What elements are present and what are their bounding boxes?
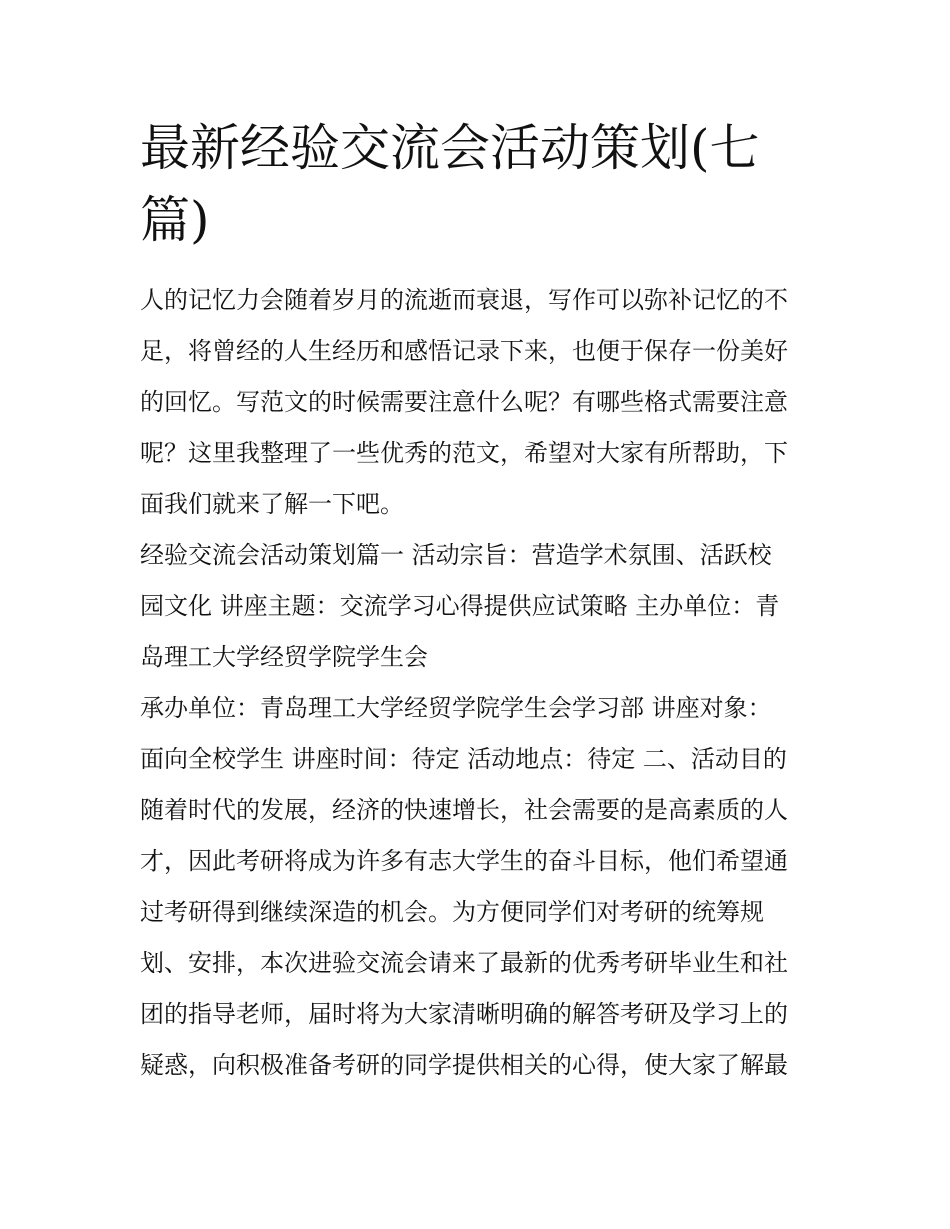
body-line: 园文化 讲座主题：交流学习心得提供应试策略 主办单位：青 (140, 592, 780, 620)
title-line: 最新经验交流会活动策划(七 (140, 119, 760, 177)
body-line: 经验交流会活动策划篇一 活动宗旨：营造学术氛围、活跃校 (140, 541, 772, 569)
body-line: 才，因此考研将成为许多有志大学生的奋斗目标，他们希望通 (140, 847, 788, 875)
body-line: 疑惑，向积极准备考研的同学提供相关的心得，使大家了解最 (140, 1051, 788, 1079)
document-body (140, 275, 840, 1091)
body-line: 人的记忆力会随着岁月的流逝而衰退，写作可以弥补记忆的不 (140, 286, 788, 314)
body-line: 划、安排，本次进验交流会请来了最新的优秀考研毕业生和社 (140, 949, 788, 977)
body-line: 呢？这里我整理了一些优秀的范文，希望对大家有所帮助，下 (140, 439, 788, 467)
body-line: 过考研得到继续深造的机会。为方便同学们对考研的统筹规 (140, 898, 764, 926)
title-line: 篇) (140, 191, 210, 249)
body-line: 足，将曾经的人生经历和感悟记录下来，也便于保存一份美好 (140, 337, 788, 365)
body-line: 岛理工大学经贸学院学生会 (140, 643, 428, 671)
body-line: 随着时代的发展，经济的快速增长，社会需要的是高素质的人 (140, 796, 788, 824)
body-line: 面向全校学生 讲座时间：待定 活动地点：待定 二、活动目的 (140, 745, 787, 773)
body-line: 承办单位：青岛理工大学经贸学院学生会学习部 讲座对象： (140, 694, 772, 722)
body-line: 面我们就来了解一下吧。 (140, 490, 404, 518)
body-line: 的回忆。写范文的时候需要注意什么呢？有哪些格式需要注意 (140, 388, 788, 416)
body-line: 团的指导老师，届时将为大家清晰明确的解答考研及学习上的 (140, 1000, 788, 1028)
document-title (140, 112, 820, 256)
